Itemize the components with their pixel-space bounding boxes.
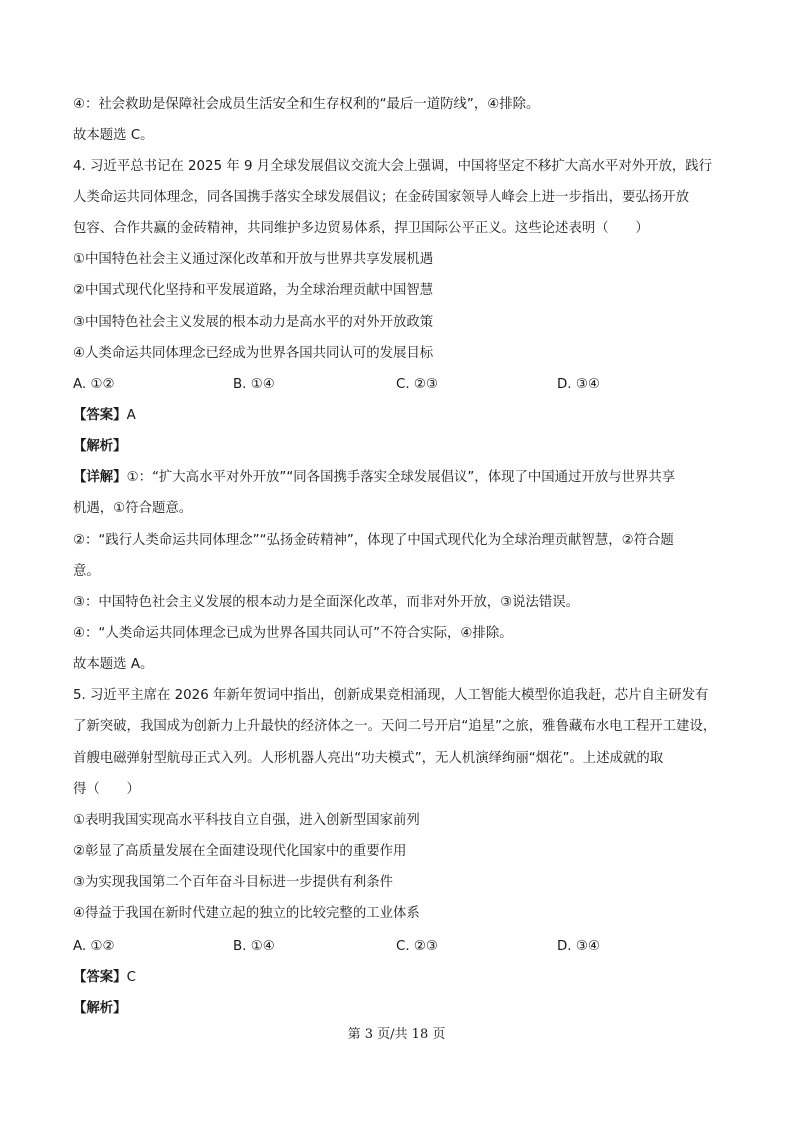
q5-option-a: A. ①② [73, 939, 115, 954]
q4-detail-line-4: 意。 [73, 564, 100, 579]
prev-conclusion: 故本题选 C。 [73, 128, 154, 143]
q4-stem-line-1: 4. 习近平总书记在 2025 年 9 月全球发展倡议交流大会上强调，中国将坚定不移扩大高水平对外开放，践行 [73, 159, 713, 174]
q4-conclusion: 故本题选 A。 [73, 657, 154, 672]
q4-option-b: B. ①④ [233, 377, 275, 392]
q4-stem-line-2: 人类命运共同体理念，同各国携手落实全球发展倡议；在金砖国家领导人峰会上进一步指出，要弘扬开放 [73, 190, 689, 205]
q4-option-c: C. ②③ [396, 377, 438, 392]
q5-statement-3: ③为实现我国第二个百年奋斗目标进一步提供有利条件 [73, 875, 393, 890]
q5-option-c: C. ②③ [396, 939, 438, 954]
q4-stem-line-3: 包容、合作共赢的金砖精神，共同维护多边贸易体系，捍卫国际公平正义。这些论述表明（ ） [73, 221, 649, 236]
q5-answer-value: C [126, 970, 136, 985]
q5-statement-1: ①表明我国实现高水平科技自立自强，进入创新型国家前列 [73, 813, 420, 828]
q4-option-d: D. ③④ [557, 377, 600, 392]
q4-detail-line-5: ③：中国特色社会主义发展的根本动力是全面深化改革，而非对外开放，③说法错误。 [73, 595, 580, 610]
prev-analysis-line: ④：社会救助是保障社会成员生活安全和生存权利的“最后一道防线”，④排除。 [73, 97, 540, 112]
page-number-footer: 第 3 页/共 18 页 [347, 1027, 446, 1042]
q5-stem-line-3: 首艘电磁弹射型航母正式入列。人形机器人亮出“功夫模式”，无人机演绎绚丽“烟花”。上述成就的取 [73, 751, 664, 766]
answer-tag: 【答案】 [73, 970, 127, 985]
q5-statement-2: ②彰显了高质量发展在全面建设现代化国家中的重要作用 [73, 844, 407, 859]
q4-detail-line-3: ②：“践行人类命运共同体理念”“弘扬金砖精神”，体现了中国式现代化为全球治理贡献智慧，②符合题 [73, 533, 674, 548]
q5-stem-line-2: 了新突破，我国成为创新力上升最快的经济体之一。天问二号开启“追星”之旅，雅鲁藏布水电工程开工建设， [73, 719, 717, 734]
detail-tag: 【详解】 [73, 470, 127, 485]
answer-tag: 【答案】 [73, 408, 127, 423]
q4-answer-line [73, 406, 136, 426]
q4-statement-1: ①中国特色社会主义通过深化改革和开放与世界共享发展机遇 [73, 252, 434, 267]
q4-statement-3: ③中国特色社会主义发展的根本动力是高水平的对外开放政策 [73, 315, 434, 330]
q5-option-b: B. ①④ [233, 939, 275, 954]
q5-stem-line-1: 5. 习近平主席在 2026 年新年贺词中指出，创新成果竞相涌现，人工智能大模型你追我赶，芯片自主研发有 [73, 688, 709, 703]
q4-analysis-tag: 【解析】 [73, 439, 127, 454]
q4-detail-line-6: ④：“人类命运共同体理念已成为世界各国共同认可”不符合实际，④排除。 [73, 626, 513, 641]
q5-option-d: D. ③④ [557, 939, 600, 954]
q4-answer-value: A [126, 408, 136, 423]
q4-option-a: A. ①② [73, 377, 115, 392]
q4-statement-4: ④人类命运共同体理念已经成为世界各国共同认可的发展目标 [73, 346, 434, 361]
q5-stem-line-4: 得（ ） [73, 782, 140, 797]
q4-statement-2: ②中国式现代化坚持和平发展道路，为全球治理贡献中国智慧 [73, 283, 434, 298]
q5-statement-4: ④得益于我国在新时代建立起的独立的比较完整的工业体系 [73, 906, 420, 921]
q4-detail-line-2: 机遇，①符合题意。 [73, 501, 193, 516]
q4-detail-text-1: ①：“扩大高水平对外开放”“同各国携手落实全球发展倡议”，体现了中国通过开放与世界共享 [126, 470, 676, 485]
q5-answer-line [73, 968, 136, 988]
q4-detail-line-1 [73, 468, 675, 488]
q5-analysis-tag: 【解析】 [73, 1001, 127, 1016]
